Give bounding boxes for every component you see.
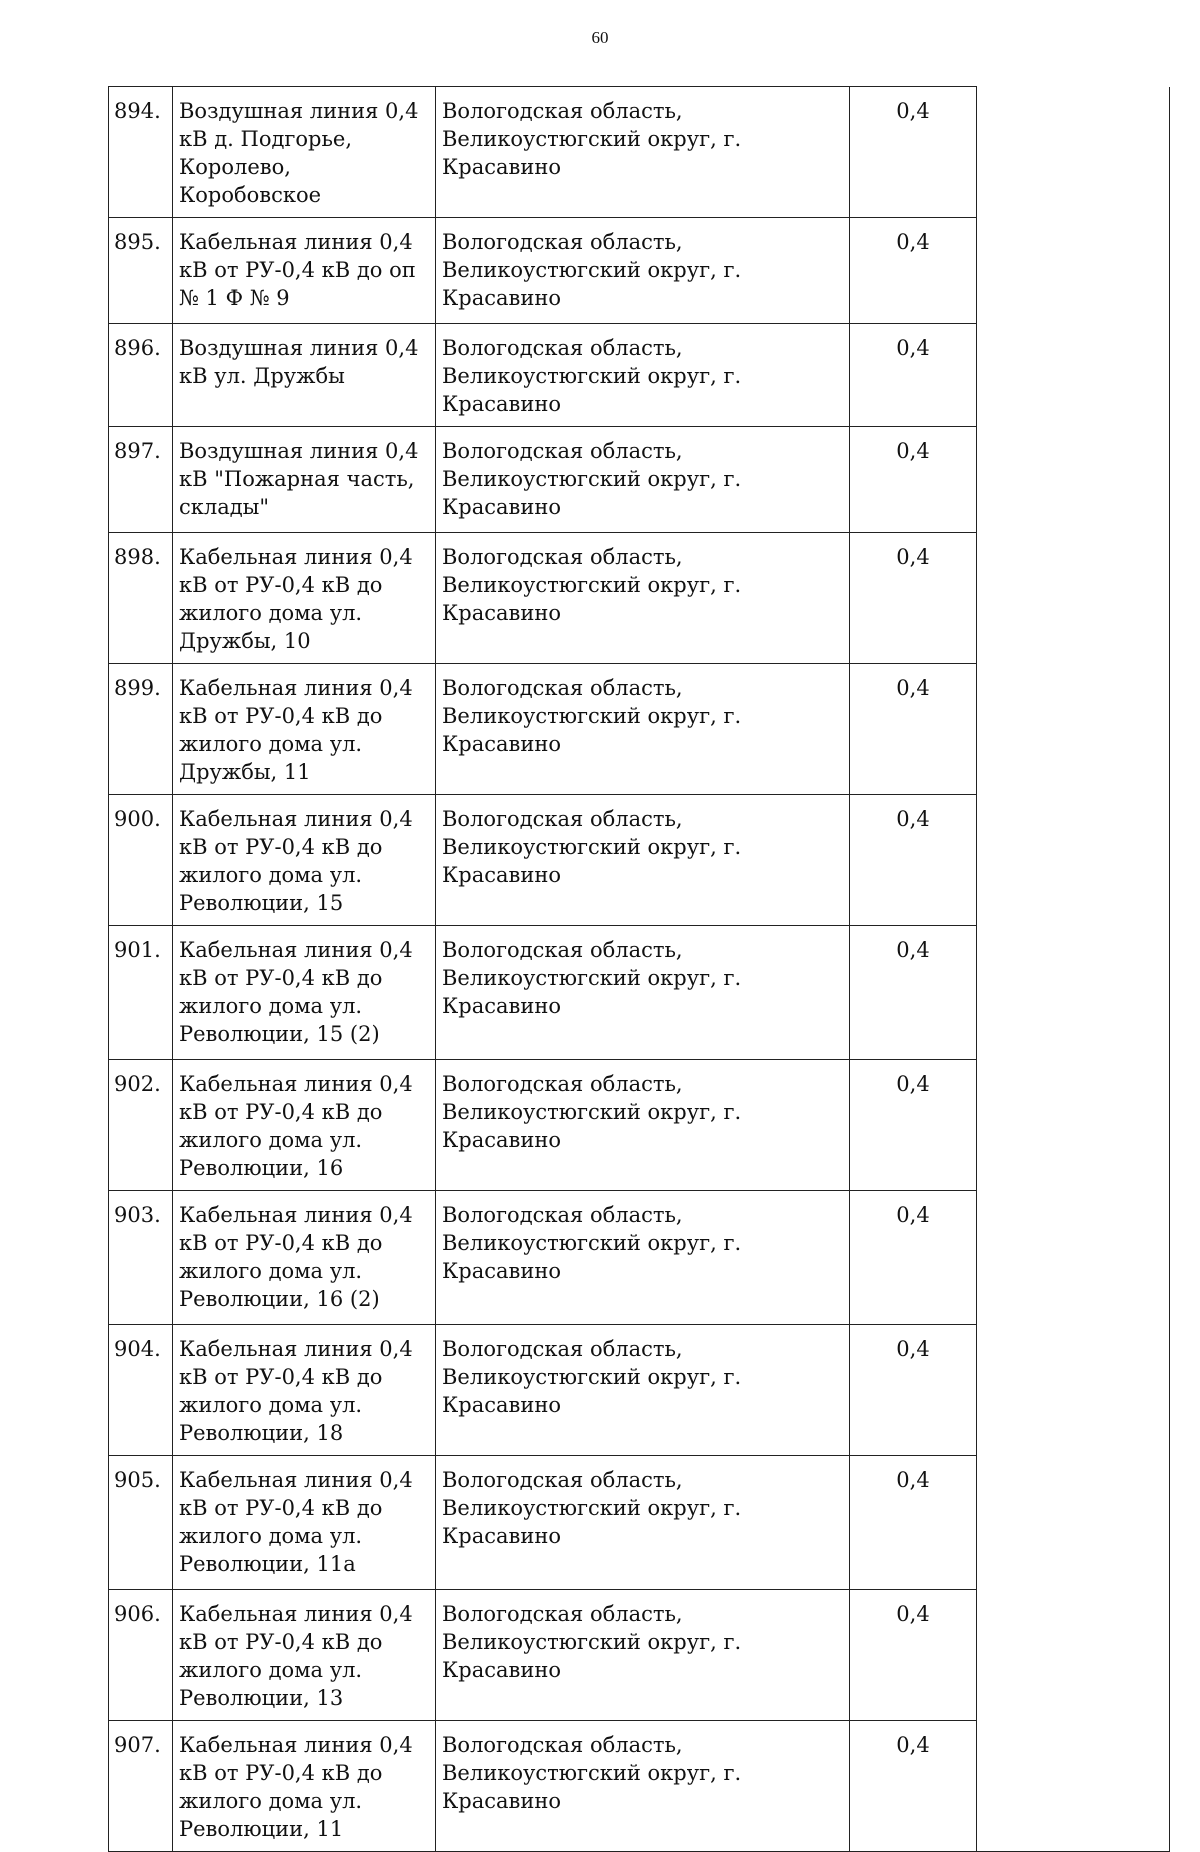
table-row <box>109 1191 1170 1325</box>
table-row <box>109 1060 1170 1191</box>
table-row <box>109 427 1170 533</box>
line-voltage: 0,4 <box>850 87 977 218</box>
line-name: Кабельная линия 0,4 кВ от РУ-0,4 кВ до жилого дома ул. Дружбы, 11 <box>173 664 436 795</box>
line-name: Кабельная линия 0,4 кВ от РУ-0,4 кВ до жилого дома ул. Революции, 13 <box>173 1590 436 1721</box>
line-voltage: 0,4 <box>850 1191 977 1325</box>
line-name: Кабельная линия 0,4 кВ от РУ-0,4 кВ до оп № 1 Ф № 9 <box>173 218 436 324</box>
line-voltage: 0,4 <box>850 324 977 427</box>
row-number: 894. <box>109 87 173 218</box>
line-name: Воздушная линия 0,4 кВ д. Подгорье, Королево, Коробовское <box>173 87 436 218</box>
empty-cell <box>977 1590 1170 1721</box>
line-name: Кабельная линия 0,4 кВ от РУ-0,4 кВ до жилого дома ул. Революции, 11а <box>173 1456 436 1590</box>
empty-cell <box>977 87 1170 218</box>
line-address: Вологодская область, Великоустюгский округ, г. Красавино <box>436 1060 850 1191</box>
empty-cell <box>977 324 1170 427</box>
empty-cell <box>977 1456 1170 1590</box>
line-name: Кабельная линия 0,4 кВ от РУ-0,4 кВ до жилого дома ул. Революции, 18 <box>173 1325 436 1456</box>
table-row <box>109 926 1170 1060</box>
empty-cell <box>977 1721 1170 1852</box>
line-name: Кабельная линия 0,4 кВ от РУ-0,4 кВ до жилого дома ул. Революции, 11 <box>173 1721 436 1852</box>
table-row <box>109 218 1170 324</box>
row-number: 896. <box>109 324 173 427</box>
line-name: Кабельная линия 0,4 кВ от РУ-0,4 кВ до жилого дома ул. Революции, 15 <box>173 795 436 926</box>
line-name: Кабельная линия 0,4 кВ от РУ-0,4 кВ до жилого дома ул. Революции, 15 (2) <box>173 926 436 1060</box>
line-voltage: 0,4 <box>850 533 977 664</box>
table-row <box>109 1325 1170 1456</box>
table-body <box>109 87 1170 1852</box>
row-number: 903. <box>109 1191 173 1325</box>
empty-cell <box>977 795 1170 926</box>
line-address: Вологодская область, Великоустюгский округ, г. Красавино <box>436 87 850 218</box>
row-number: 905. <box>109 1456 173 1590</box>
line-address: Вологодская область, Великоустюгский округ, г. Красавино <box>436 795 850 926</box>
row-number: 901. <box>109 926 173 1060</box>
registry-table <box>108 86 1170 1852</box>
line-address: Вологодская область, Великоустюгский округ, г. Красавино <box>436 1590 850 1721</box>
line-voltage: 0,4 <box>850 427 977 533</box>
line-voltage: 0,4 <box>850 1325 977 1456</box>
line-address: Вологодская область, Великоустюгский округ, г. Красавино <box>436 926 850 1060</box>
empty-cell <box>977 1060 1170 1191</box>
empty-cell <box>977 664 1170 795</box>
line-name: Кабельная линия 0,4 кВ от РУ-0,4 кВ до жилого дома ул. Дружбы, 10 <box>173 533 436 664</box>
line-address: Вологодская область, Великоустюгский округ, г. Красавино <box>436 1721 850 1852</box>
line-address: Вологодская область, Великоустюгский округ, г. Красавино <box>436 324 850 427</box>
line-voltage: 0,4 <box>850 664 977 795</box>
empty-cell <box>977 926 1170 1060</box>
line-address: Вологодская область, Великоустюгский округ, г. Красавино <box>436 218 850 324</box>
row-number: 902. <box>109 1060 173 1191</box>
page-number: 60 <box>591 28 609 47</box>
row-number: 900. <box>109 795 173 926</box>
line-address: Вологодская область, Великоустюгский округ, г. Красавино <box>436 427 850 533</box>
line-voltage: 0,4 <box>850 926 977 1060</box>
table-row <box>109 664 1170 795</box>
line-address: Вологодская область, Великоустюгский округ, г. Красавино <box>436 664 850 795</box>
line-address: Вологодская область, Великоустюгский округ, г. Красавино <box>436 1191 850 1325</box>
empty-cell <box>977 1191 1170 1325</box>
line-name: Кабельная линия 0,4 кВ от РУ-0,4 кВ до жилого дома ул. Революции, 16 <box>173 1060 436 1191</box>
table-row <box>109 795 1170 926</box>
line-address: Вологодская область, Великоустюгский округ, г. Красавино <box>436 533 850 664</box>
row-number: 895. <box>109 218 173 324</box>
table-row <box>109 533 1170 664</box>
row-number: 906. <box>109 1590 173 1721</box>
empty-cell <box>977 218 1170 324</box>
line-voltage: 0,4 <box>850 1060 977 1191</box>
line-voltage: 0,4 <box>850 1721 977 1852</box>
row-number: 897. <box>109 427 173 533</box>
row-number: 907. <box>109 1721 173 1852</box>
line-name: Кабельная линия 0,4 кВ от РУ-0,4 кВ до жилого дома ул. Революции, 16 (2) <box>173 1191 436 1325</box>
line-address: Вологодская область, Великоустюгский округ, г. Красавино <box>436 1325 850 1456</box>
row-number: 899. <box>109 664 173 795</box>
row-number: 898. <box>109 533 173 664</box>
line-voltage: 0,4 <box>850 1456 977 1590</box>
empty-cell <box>977 1325 1170 1456</box>
line-name: Воздушная линия 0,4 кВ "Пожарная часть, склады" <box>173 427 436 533</box>
table-row <box>109 324 1170 427</box>
line-voltage: 0,4 <box>850 1590 977 1721</box>
row-number: 904. <box>109 1325 173 1456</box>
line-name: Воздушная линия 0,4 кВ ул. Дружбы <box>173 324 436 427</box>
table-row <box>109 87 1170 218</box>
table-row <box>109 1590 1170 1721</box>
line-address: Вологодская область, Великоустюгский округ, г. Красавино <box>436 1456 850 1590</box>
line-voltage: 0,4 <box>850 795 977 926</box>
table-row <box>109 1721 1170 1852</box>
line-voltage: 0,4 <box>850 218 977 324</box>
empty-cell <box>977 533 1170 664</box>
table-row <box>109 1456 1170 1590</box>
empty-cell <box>977 427 1170 533</box>
registry-table-wrapper <box>108 86 1170 1852</box>
